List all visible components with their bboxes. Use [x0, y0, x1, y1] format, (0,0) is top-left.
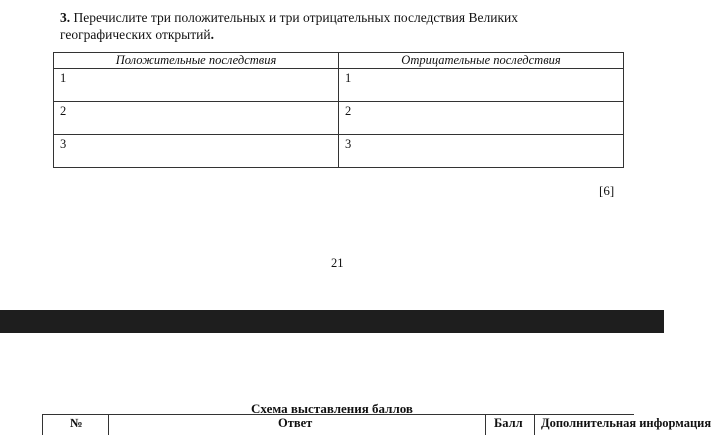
- column-additional-info: Дополнительная информация: [541, 416, 711, 430]
- column-points: Балл: [494, 416, 523, 430]
- table-header-row: [54, 53, 624, 69]
- table-row: [54, 102, 624, 135]
- header-negative: Отрицательные последствия: [339, 53, 624, 69]
- cell-positive-3: 3: [54, 135, 339, 168]
- grid-line: [485, 415, 486, 435]
- page-separator: [0, 310, 664, 333]
- column-number: №: [70, 416, 83, 430]
- consequences-table: [53, 52, 624, 168]
- cell-negative-1: 1: [339, 69, 624, 102]
- cell-positive-2: 2: [54, 102, 339, 135]
- question-body: Перечислите три положительных и три отрицательных последствия Великих географических открытий: [60, 10, 518, 42]
- cell-negative-2: 2: [339, 102, 624, 135]
- page-number: 21: [331, 256, 344, 270]
- marking-scheme-title: Схема выставления баллов: [251, 401, 413, 416]
- question-end: .: [210, 27, 214, 42]
- question-number: 3.: [60, 10, 71, 25]
- score-marks: [6]: [599, 183, 615, 198]
- header-positive: Положительные последствия: [54, 53, 339, 69]
- grid-line: [42, 415, 43, 435]
- grid-line: [534, 415, 535, 435]
- marking-scheme-header: [42, 414, 711, 435]
- cell-positive-1: 1: [54, 69, 339, 102]
- table-row: [54, 69, 624, 102]
- cell-negative-3: 3: [339, 135, 624, 168]
- question-text: [60, 9, 580, 43]
- grid-line: [108, 415, 109, 435]
- column-answer: Ответ: [278, 416, 313, 430]
- table-row: [54, 135, 624, 168]
